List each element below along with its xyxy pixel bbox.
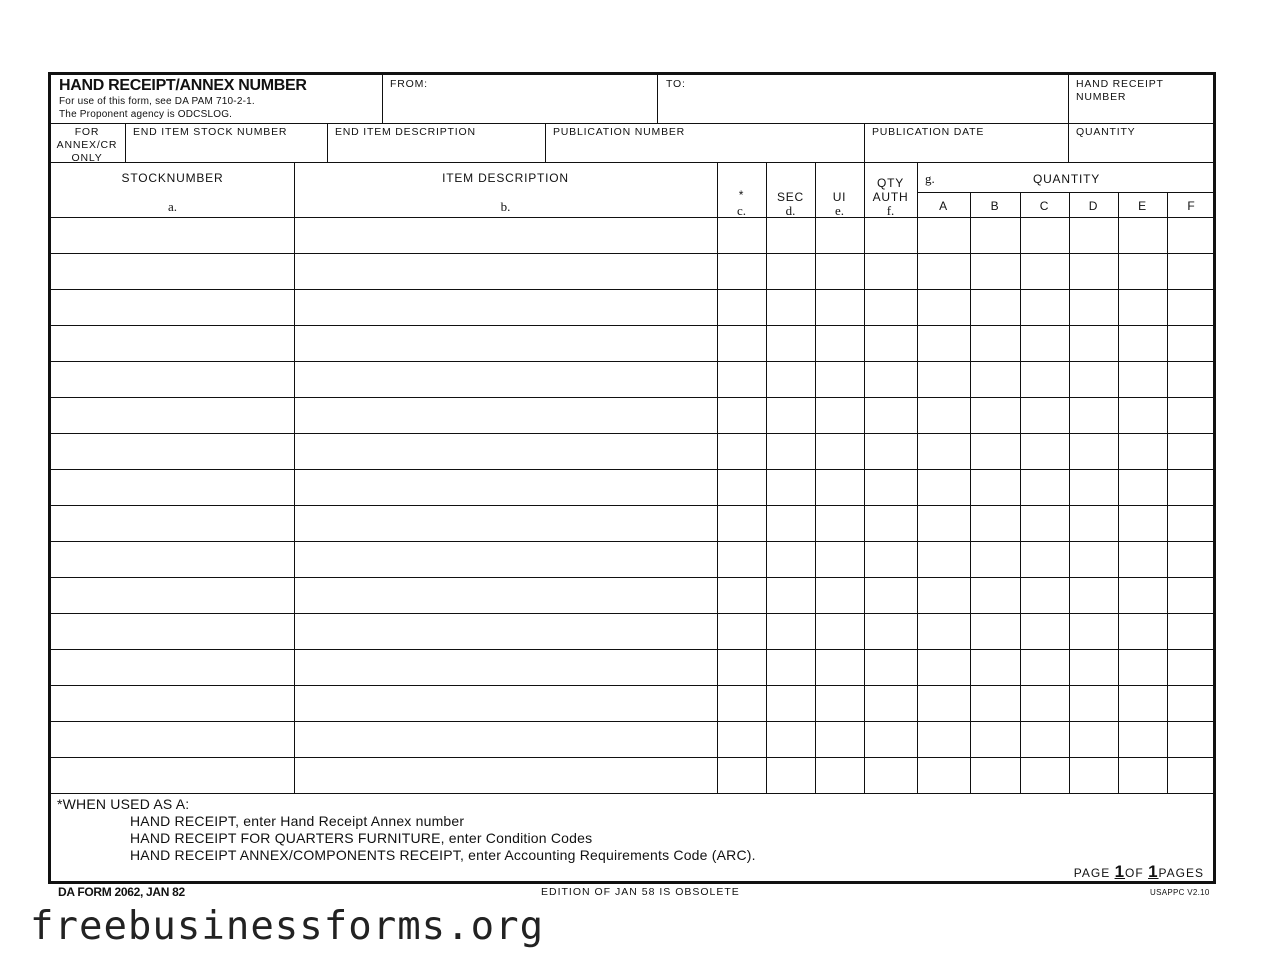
col-star-label: * [738, 188, 745, 202]
qty-auth-cell[interactable] [864, 614, 917, 649]
stock-number-cell[interactable] [51, 722, 294, 757]
qty-b-cell[interactable] [970, 650, 1020, 685]
qty-c-cell[interactable] [1020, 398, 1069, 433]
stock-number-cell[interactable] [51, 650, 294, 685]
star-cell[interactable] [717, 470, 766, 505]
col-stock-number-letter: a. [167, 199, 178, 214]
qty-a-cell[interactable] [917, 614, 970, 649]
table-row [51, 253, 1216, 289]
sec-cell[interactable] [766, 758, 815, 793]
qty-a-cell[interactable] [917, 362, 970, 397]
qty-a-cell[interactable] [917, 506, 970, 541]
item-description-cell[interactable] [294, 470, 717, 505]
table-row [51, 757, 1216, 793]
qty-a-cell[interactable] [917, 686, 970, 721]
qty-e-cell[interactable] [1118, 470, 1167, 505]
sec-cell[interactable] [766, 686, 815, 721]
qty-c-cell[interactable] [1020, 722, 1069, 757]
qty-auth-cell[interactable] [864, 434, 917, 469]
star-cell[interactable] [717, 722, 766, 757]
item-description-cell[interactable] [294, 506, 717, 541]
qty-c-cell[interactable] [1020, 218, 1069, 253]
col-stock-number-label: STOCKNUMBER [121, 171, 224, 185]
quantity-subcol-d: D [1088, 199, 1099, 213]
col-qty-auth-letter: f. [886, 203, 895, 218]
watermark-text: freebusinessforms.org [30, 904, 545, 949]
qty-auth-cell[interactable] [864, 470, 917, 505]
ui-cell[interactable] [815, 398, 864, 433]
stock-number-cell[interactable] [51, 686, 294, 721]
col-sec-letter: d. [785, 203, 796, 218]
ui-cell[interactable] [815, 650, 864, 685]
total-pages[interactable]: 1 [1148, 862, 1159, 881]
qty-f-cell[interactable] [1167, 398, 1216, 433]
sec-cell[interactable] [766, 218, 815, 253]
qty-d-cell[interactable] [1069, 686, 1118, 721]
qty-c-cell[interactable] [1020, 686, 1069, 721]
ui-cell[interactable] [815, 506, 864, 541]
qty-auth-cell[interactable] [864, 254, 917, 289]
hand-receipt-number-label: HAND RECEIPT NUMBER [1076, 78, 1164, 103]
page-number[interactable]: 1 [1114, 862, 1126, 881]
item-description-cell[interactable] [294, 686, 717, 721]
table-row [51, 361, 1216, 397]
ui-cell[interactable] [815, 218, 864, 253]
qty-a-cell[interactable] [917, 722, 970, 757]
star-cell[interactable] [717, 254, 766, 289]
star-cell[interactable] [717, 542, 766, 577]
qty-c-cell[interactable] [1020, 614, 1069, 649]
qty-a-cell[interactable] [917, 650, 970, 685]
qty-b-cell[interactable] [970, 362, 1020, 397]
item-description-cell[interactable] [294, 722, 717, 757]
qty-e-cell[interactable] [1118, 434, 1167, 469]
publication-number-label: PUBLICATION NUMBER [553, 126, 686, 138]
sec-cell[interactable] [766, 290, 815, 325]
to-label: TO: [666, 78, 686, 90]
quantity-subcol-f: F [1187, 199, 1196, 213]
qty-f-cell[interactable] [1167, 722, 1216, 757]
stock-number-cell[interactable] [51, 758, 294, 793]
stock-number-cell[interactable] [51, 326, 294, 361]
qty-auth-cell[interactable] [864, 578, 917, 613]
qty-auth-cell[interactable] [864, 326, 917, 361]
qty-d-cell[interactable] [1069, 290, 1118, 325]
qty-auth-cell[interactable] [864, 722, 917, 757]
qty-b-cell[interactable] [970, 686, 1020, 721]
qty-e-cell[interactable] [1118, 254, 1167, 289]
qty-f-cell[interactable] [1167, 290, 1216, 325]
qty-b-cell[interactable] [970, 758, 1020, 793]
notes-line-1: HAND RECEIPT, enter Hand Receipt Annex number [130, 813, 465, 829]
star-cell[interactable] [717, 614, 766, 649]
qty-f-cell[interactable] [1167, 614, 1216, 649]
star-cell[interactable] [717, 290, 766, 325]
table-row [51, 649, 1216, 685]
quantity-label: QUANTITY [1076, 126, 1136, 138]
qty-e-cell[interactable] [1118, 578, 1167, 613]
star-cell[interactable] [717, 758, 766, 793]
qty-d-cell[interactable] [1069, 614, 1118, 649]
stock-number-cell[interactable] [51, 542, 294, 577]
qty-e-cell[interactable] [1118, 722, 1167, 757]
qty-f-cell[interactable] [1167, 470, 1216, 505]
item-description-cell[interactable] [294, 398, 717, 433]
table-row [51, 685, 1216, 721]
ui-cell[interactable] [815, 686, 864, 721]
stock-number-cell[interactable] [51, 218, 294, 253]
hand-receipt-form [48, 72, 1216, 884]
sec-cell[interactable] [766, 650, 815, 685]
notes-line-2: HAND RECEIPT FOR QUARTERS FURNITURE, enter Condition Codes [130, 830, 593, 846]
qty-e-cell[interactable] [1118, 506, 1167, 541]
stock-number-cell[interactable] [51, 470, 294, 505]
sec-cell[interactable] [766, 254, 815, 289]
qty-auth-cell[interactable] [864, 506, 917, 541]
form-id: DA FORM 2062, JAN 82 [58, 885, 185, 899]
qty-auth-cell[interactable] [864, 218, 917, 253]
end-item-stock-number-label: END ITEM STOCK NUMBER [133, 126, 288, 138]
qty-a-cell[interactable] [917, 758, 970, 793]
qty-c-cell[interactable] [1020, 254, 1069, 289]
qty-c-cell[interactable] [1020, 506, 1069, 541]
col-sec-label: SEC [776, 190, 805, 204]
qty-b-cell[interactable] [970, 290, 1020, 325]
qty-auth-cell[interactable] [864, 686, 917, 721]
sec-cell[interactable] [766, 578, 815, 613]
qty-c-cell[interactable] [1020, 290, 1069, 325]
qty-f-cell[interactable] [1167, 578, 1216, 613]
qty-b-cell[interactable] [970, 470, 1020, 505]
item-description-cell[interactable] [294, 542, 717, 577]
qty-d-cell[interactable] [1069, 650, 1118, 685]
col-quantity-label: QUANTITY [1032, 172, 1101, 186]
ui-cell[interactable] [815, 614, 864, 649]
qty-b-cell[interactable] [970, 614, 1020, 649]
item-description-cell[interactable] [294, 614, 717, 649]
qty-f-cell[interactable] [1167, 542, 1216, 577]
qty-b-cell[interactable] [970, 434, 1020, 469]
qty-b-cell[interactable] [970, 398, 1020, 433]
star-cell[interactable] [717, 578, 766, 613]
pagination [1074, 862, 1204, 882]
qty-c-cell[interactable] [1020, 434, 1069, 469]
star-cell[interactable] [717, 398, 766, 433]
qty-e-cell[interactable] [1118, 326, 1167, 361]
qty-e-cell[interactable] [1118, 290, 1167, 325]
star-cell[interactable] [717, 326, 766, 361]
sec-cell[interactable] [766, 614, 815, 649]
qty-f-cell[interactable] [1167, 218, 1216, 253]
qty-f-cell[interactable] [1167, 506, 1216, 541]
qty-a-cell[interactable] [917, 254, 970, 289]
table-row [51, 505, 1216, 541]
end-item-description-label: END ITEM DESCRIPTION [335, 126, 476, 138]
col-item-description-label: ITEM DESCRIPTION [442, 171, 569, 185]
edition-note: EDITION OF JAN 58 IS OBSOLETE [541, 886, 740, 898]
qty-b-cell[interactable] [970, 254, 1020, 289]
qty-b-cell[interactable] [970, 506, 1020, 541]
star-cell[interactable] [717, 650, 766, 685]
notes-line-3: HAND RECEIPT ANNEX/COMPONENTS RECEIPT, enter Accounting Requirements Code (ARC). [130, 847, 756, 863]
sec-cell[interactable] [766, 506, 815, 541]
qty-e-cell[interactable] [1118, 362, 1167, 397]
qty-d-cell[interactable] [1069, 506, 1118, 541]
qty-c-cell[interactable] [1020, 470, 1069, 505]
sec-cell[interactable] [766, 542, 815, 577]
qty-c-cell[interactable] [1020, 578, 1069, 613]
hand-receipt-number-field[interactable] [1069, 103, 1216, 123]
item-description-cell[interactable] [294, 290, 717, 325]
col-quantity-letter: g. [925, 171, 935, 186]
qty-d-cell[interactable] [1069, 326, 1118, 361]
stock-number-cell[interactable] [51, 362, 294, 397]
qty-b-cell[interactable] [970, 578, 1020, 613]
star-cell[interactable] [717, 506, 766, 541]
table-row [51, 325, 1216, 361]
of-label: OF [1125, 866, 1144, 880]
qty-d-cell[interactable] [1069, 218, 1118, 253]
table-row [51, 541, 1216, 577]
qty-b-cell[interactable] [970, 326, 1020, 361]
sec-cell[interactable] [766, 434, 815, 469]
from-field[interactable] [383, 89, 657, 123]
qty-d-cell[interactable] [1069, 722, 1118, 757]
qty-a-cell[interactable] [917, 218, 970, 253]
item-description-cell[interactable] [294, 578, 717, 613]
table-row [51, 721, 1216, 757]
qty-b-cell[interactable] [970, 218, 1020, 253]
ui-cell[interactable] [815, 362, 864, 397]
qty-e-cell[interactable] [1118, 614, 1167, 649]
qty-a-cell[interactable] [917, 290, 970, 325]
table-row [51, 289, 1216, 325]
qty-f-cell[interactable] [1167, 362, 1216, 397]
qty-f-cell[interactable] [1167, 326, 1216, 361]
qty-f-cell[interactable] [1167, 254, 1216, 289]
ui-cell[interactable] [815, 290, 864, 325]
item-description-cell[interactable] [294, 326, 717, 361]
qty-e-cell[interactable] [1118, 758, 1167, 793]
qty-d-cell[interactable] [1069, 542, 1118, 577]
qty-auth-cell[interactable] [864, 398, 917, 433]
qty-f-cell[interactable] [1167, 686, 1216, 721]
to-field[interactable] [658, 89, 1068, 123]
ui-cell[interactable] [815, 254, 864, 289]
qty-a-cell[interactable] [917, 470, 970, 505]
form-title: HAND RECEIPT/ANNEX NUMBER [59, 77, 307, 94]
star-cell[interactable] [717, 362, 766, 397]
sec-cell[interactable] [766, 362, 815, 397]
star-cell[interactable] [717, 434, 766, 469]
qty-c-cell[interactable] [1020, 362, 1069, 397]
item-description-cell[interactable] [294, 434, 717, 469]
stock-number-cell[interactable] [51, 398, 294, 433]
ui-cell[interactable] [815, 326, 864, 361]
qty-d-cell[interactable] [1069, 254, 1118, 289]
col-item-description-letter: b. [500, 199, 511, 214]
qty-auth-cell[interactable] [864, 290, 917, 325]
qty-d-cell[interactable] [1069, 758, 1118, 793]
qty-d-cell[interactable] [1069, 470, 1118, 505]
star-cell[interactable] [717, 218, 766, 253]
sec-cell[interactable] [766, 326, 815, 361]
qty-auth-cell[interactable] [864, 542, 917, 577]
pages-label: PAGES [1158, 866, 1204, 880]
ui-cell[interactable] [815, 434, 864, 469]
publication-date-label: PUBLICATION DATE [872, 126, 985, 138]
qty-b-cell[interactable] [970, 542, 1020, 577]
table-row [51, 217, 1216, 253]
item-description-cell[interactable] [294, 362, 717, 397]
item-description-cell[interactable] [294, 650, 717, 685]
quantity-subcol-c: C [1039, 199, 1050, 213]
qty-d-cell[interactable] [1069, 362, 1118, 397]
from-label: FROM: [390, 78, 428, 90]
ui-cell[interactable] [815, 578, 864, 613]
qty-b-cell[interactable] [970, 722, 1020, 757]
table-row [51, 613, 1216, 649]
qty-f-cell[interactable] [1167, 650, 1216, 685]
qty-d-cell[interactable] [1069, 398, 1118, 433]
item-description-cell[interactable] [294, 254, 717, 289]
qty-c-cell[interactable] [1020, 650, 1069, 685]
qty-a-cell[interactable] [917, 542, 970, 577]
stock-number-cell[interactable] [51, 290, 294, 325]
ui-cell[interactable] [815, 470, 864, 505]
qty-c-cell[interactable] [1020, 542, 1069, 577]
ui-cell[interactable] [815, 542, 864, 577]
star-cell[interactable] [717, 686, 766, 721]
qty-e-cell[interactable] [1118, 686, 1167, 721]
table-row [51, 577, 1216, 613]
qty-e-cell[interactable] [1118, 542, 1167, 577]
proponent-note: The Proponent agency is ODCSLOG. [59, 109, 233, 120]
qty-auth-cell[interactable] [864, 362, 917, 397]
table-row [51, 469, 1216, 505]
sec-cell[interactable] [766, 470, 815, 505]
col-ui-letter: e. [834, 203, 845, 218]
qty-a-cell[interactable] [917, 398, 970, 433]
sec-cell[interactable] [766, 398, 815, 433]
page-label: PAGE [1073, 866, 1111, 880]
stock-number-cell[interactable] [51, 506, 294, 541]
col-qty-auth-label: QTY AUTH [872, 176, 909, 204]
stock-number-cell[interactable] [51, 614, 294, 649]
table-row [51, 397, 1216, 433]
qty-c-cell[interactable] [1020, 758, 1069, 793]
stock-number-cell[interactable] [51, 578, 294, 613]
qty-f-cell[interactable] [1167, 434, 1216, 469]
qty-a-cell[interactable] [917, 578, 970, 613]
col-ui-label: UI [832, 190, 847, 204]
item-description-cell[interactable] [294, 218, 717, 253]
qty-a-cell[interactable] [917, 434, 970, 469]
sec-cell[interactable] [766, 722, 815, 757]
qty-e-cell[interactable] [1118, 650, 1167, 685]
version-label: USAPPC V2.10 [1150, 888, 1210, 897]
ui-cell[interactable] [815, 758, 864, 793]
stock-number-cell[interactable] [51, 434, 294, 469]
for-annex-label: FOR ANNEX/CR ONLY [56, 126, 118, 164]
notes-heading: *WHEN USED AS A: [57, 796, 190, 812]
col-star-letter: c. [736, 203, 747, 218]
item-description-cell[interactable] [294, 758, 717, 793]
use-note: For use of this form, see DA PAM 710-2-1. [59, 96, 255, 107]
qty-auth-cell[interactable] [864, 758, 917, 793]
quantity-subcol-a: A [939, 199, 948, 213]
table-row [51, 433, 1216, 469]
quantity-subcol-b: B [990, 199, 1000, 213]
qty-a-cell[interactable] [917, 326, 970, 361]
qty-d-cell[interactable] [1069, 578, 1118, 613]
stock-number-cell[interactable] [51, 254, 294, 289]
qty-auth-cell[interactable] [864, 650, 917, 685]
qty-f-cell[interactable] [1167, 758, 1216, 793]
quantity-subcol-e: E [1138, 199, 1147, 213]
qty-e-cell[interactable] [1118, 398, 1167, 433]
ui-cell[interactable] [815, 722, 864, 757]
qty-c-cell[interactable] [1020, 326, 1069, 361]
qty-e-cell[interactable] [1118, 218, 1167, 253]
qty-d-cell[interactable] [1069, 434, 1118, 469]
